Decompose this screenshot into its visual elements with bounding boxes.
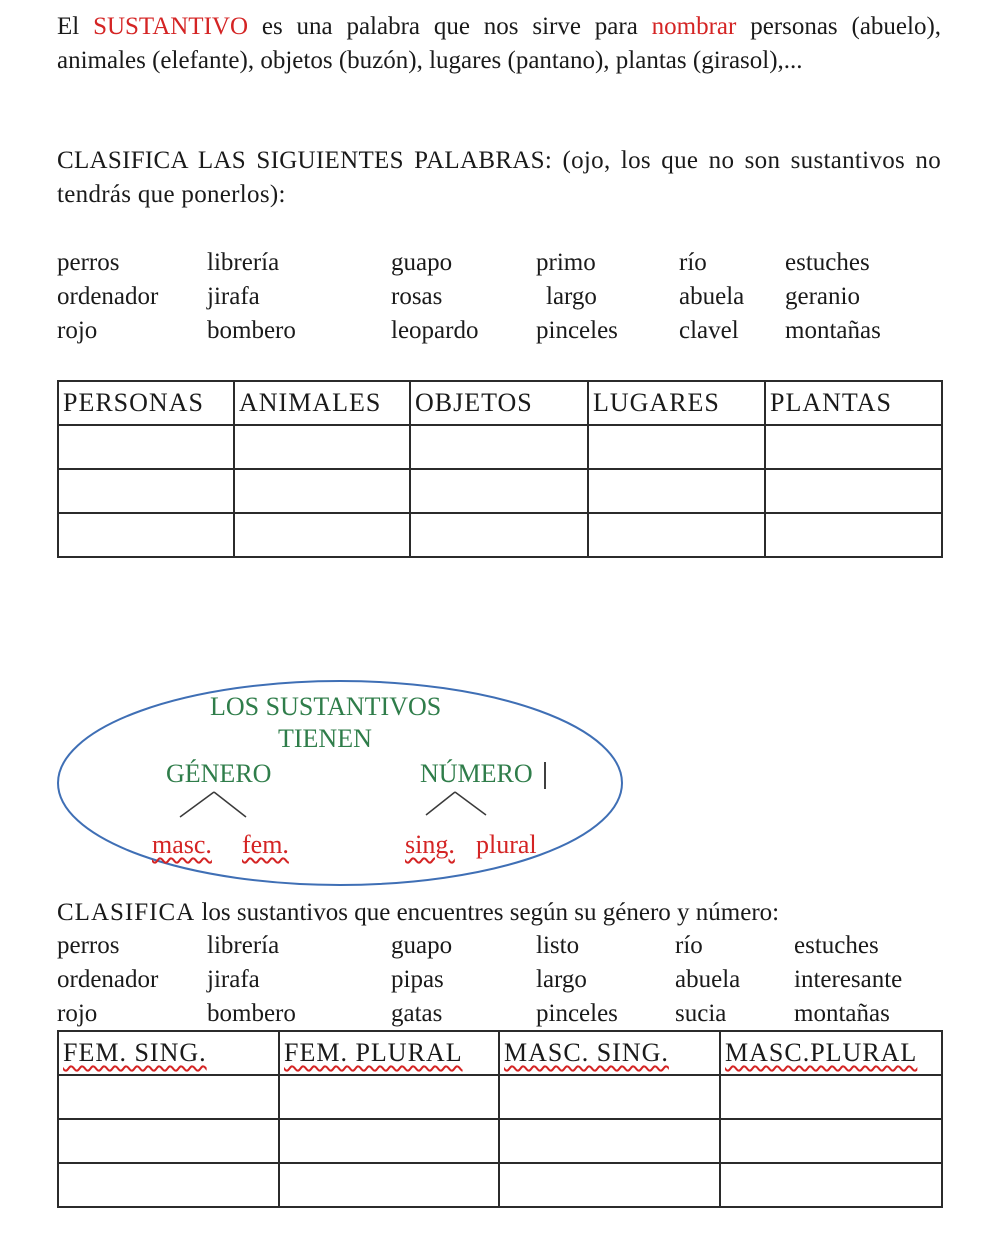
header-lugares: LUGARES — [588, 381, 765, 425]
word: jirafa — [207, 966, 260, 993]
word: abuela — [675, 966, 741, 993]
word: río — [679, 249, 707, 276]
numero-branch-right — [455, 792, 486, 815]
word: largo — [536, 966, 587, 993]
word: listo — [536, 932, 580, 959]
diagram-title-line2: TIENEN — [278, 724, 372, 753]
header-plantas: PLANTAS — [765, 381, 942, 425]
word: gatas — [391, 1000, 443, 1027]
header-animales: ANIMALES — [234, 381, 410, 425]
intro-examples: personas (abuelo), animales (elefante), objetos (buzón), lugares (pantano), plantas (girasol),... — [57, 13, 942, 74]
answer-cell[interactable] — [279, 1163, 499, 1207]
intro-text: es una palabra que nos sirve para — [261, 13, 638, 40]
diagram-plural: plural — [476, 830, 537, 859]
intro-word: El — [57, 13, 80, 40]
word: geranio — [785, 283, 860, 310]
exercise2-instruction — [57, 896, 941, 930]
header-personas: PERSONAS — [58, 381, 234, 425]
header-objetos: OBJETOS — [410, 381, 588, 425]
diagram-numero: NÚMERO — [420, 759, 533, 788]
exercise2-word-list — [57, 929, 947, 1031]
word: primo — [536, 249, 596, 276]
header-masc-plural: MASC.PLURAL — [720, 1031, 942, 1075]
word: bombero — [207, 1000, 296, 1027]
answer-cell[interactable] — [720, 1163, 942, 1207]
table-header-row — [58, 1031, 942, 1075]
word: perros — [57, 249, 120, 276]
answer-cell[interactable] — [499, 1119, 720, 1163]
word: rosas — [391, 283, 443, 310]
table-row — [58, 1163, 942, 1207]
numero-branch-left — [426, 792, 455, 815]
answer-cell[interactable] — [720, 1075, 942, 1119]
word: librería — [207, 932, 280, 959]
word: bombero — [207, 317, 296, 344]
intro-verb-nombrar: nombrar — [651, 13, 737, 40]
word-row — [57, 963, 947, 997]
word: sucia — [675, 1000, 727, 1027]
diagram-genero: GÉNERO — [166, 759, 272, 788]
word: pinceles — [536, 1000, 618, 1027]
genero-branch-left — [180, 792, 214, 817]
exercise2-instruction-text: los sustantivos que encuentres según su género y número: — [201, 899, 780, 926]
header-fem-sing: FEM. SING. — [58, 1031, 279, 1075]
word: río — [675, 932, 703, 959]
word: clavel — [679, 317, 739, 344]
diagram-masc: masc. — [152, 830, 212, 859]
answer-cell[interactable] — [58, 1075, 279, 1119]
genero-branch-right — [214, 792, 246, 817]
word: guapo — [391, 932, 453, 959]
word-row — [57, 929, 947, 963]
diagram-fem: fem. — [242, 830, 289, 859]
word: guapo — [391, 249, 453, 276]
word: rojo — [57, 317, 98, 344]
table-row — [58, 1119, 942, 1163]
word: pinceles — [536, 317, 618, 344]
word: rojo — [57, 1000, 98, 1027]
word: montañas — [794, 1000, 890, 1027]
answer-cell[interactable] — [279, 1119, 499, 1163]
answer-cell[interactable] — [279, 1075, 499, 1119]
word: montañas — [785, 317, 881, 344]
exercise2-instruction-verb: CLASIFICA — [57, 899, 196, 926]
answer-cell[interactable] — [58, 1119, 279, 1163]
answer-cell[interactable] — [499, 1075, 720, 1119]
word: perros — [57, 932, 120, 959]
intro-term-sustantivo: SUSTANTIVO — [93, 13, 249, 40]
header-masc-sing: MASC. SING. — [499, 1031, 720, 1075]
word: estuches — [785, 249, 870, 276]
word: estuches — [794, 932, 879, 959]
word: pipas — [391, 966, 444, 993]
diagram-sing: sing. — [405, 830, 455, 859]
word: librería — [207, 249, 280, 276]
answer-cell[interactable] — [720, 1119, 942, 1163]
table-row — [58, 1075, 942, 1119]
word: jirafa — [207, 283, 260, 310]
header-fem-plural: FEM. PLURAL — [279, 1031, 499, 1075]
exercise1-instruction: CLASIFICA LAS SIGUIENTES PALABRAS: (ojo, los que no son sustantivos no tendrás que ponerlos): — [57, 147, 941, 208]
answer-cell[interactable] — [58, 1163, 279, 1207]
exercise2-classification-table — [57, 1030, 943, 1208]
word-row — [57, 997, 947, 1031]
word: interesante — [794, 966, 903, 993]
word: ordenador — [57, 966, 159, 993]
word: largo — [546, 283, 597, 310]
diagram-title-line1: LOS SUSTANTIVOS — [210, 692, 442, 721]
word: abuela — [679, 283, 745, 310]
answer-cell[interactable] — [499, 1163, 720, 1207]
word: ordenador — [57, 283, 159, 310]
word: leopardo — [391, 317, 479, 344]
